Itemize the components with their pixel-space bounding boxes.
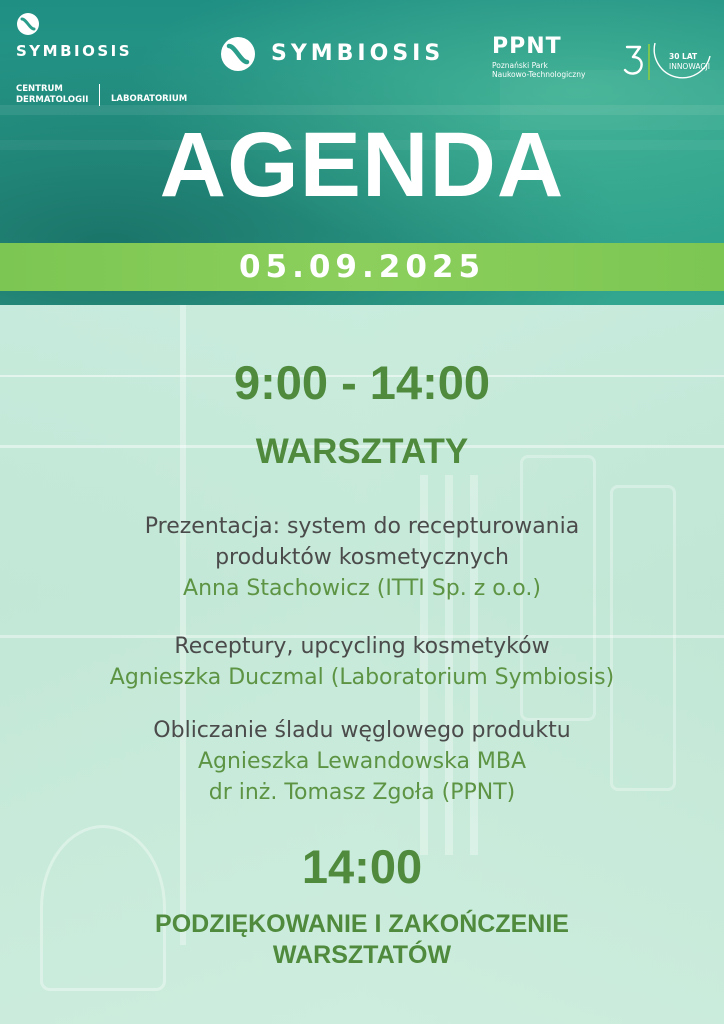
logo-subtitle-line: CENTRUM xyxy=(16,84,63,94)
ppnt-logo xyxy=(492,36,585,79)
block-section-title xyxy=(0,909,724,971)
page-title: AGENDA xyxy=(159,114,565,216)
block-time: 9:00 - 14:00 xyxy=(233,356,491,409)
agenda-item xyxy=(0,511,724,604)
ppnt-description xyxy=(492,61,585,79)
thirty-years-icon xyxy=(622,38,722,84)
symbiosis-logo-icon xyxy=(16,12,40,36)
date-banner xyxy=(0,243,724,291)
ppnt-description-line: Naukowo-Technologiczny xyxy=(492,70,586,79)
ppnt-wordmark: PPNT xyxy=(492,34,562,59)
agenda-item-speaker: dr inż. Tomasz Zgoła (PPNT) xyxy=(208,780,516,805)
logo-wordmark: SYMBIOSIS xyxy=(271,41,445,66)
agenda-item-topic: produktów kosmetycznych xyxy=(215,545,509,570)
block-time: 14:00 xyxy=(301,840,423,893)
agenda-item-speaker: Agnieszka Lewandowska MBA xyxy=(197,749,527,774)
closing-line: PODZIĘKOWANIE I ZAKOŃCZENIE xyxy=(155,910,569,938)
agenda-item xyxy=(0,715,724,808)
symbiosis-logo-small xyxy=(16,12,133,60)
header-banner xyxy=(0,0,724,305)
anniversary-line: INNOWACJI xyxy=(669,62,711,71)
agenda-item-topic: Obliczanie śladu węglowego produktu xyxy=(153,718,571,743)
agenda-item-speaker: Agnieszka Duczmal (Laboratorium Symbiosis) xyxy=(109,665,615,690)
anniversary-logo xyxy=(622,38,722,84)
logo-divider xyxy=(99,84,100,106)
event-date: 05.09.2025 xyxy=(238,249,486,285)
ppnt-description-line: Poznański Park xyxy=(492,61,548,70)
agenda-item-topic: Receptury, upcycling kosmetyków xyxy=(174,634,550,659)
closing-line: WARSZTATÓW xyxy=(272,941,452,969)
logo-subtitle-left xyxy=(16,84,88,106)
logo-subtitle-line: DERMATOLOGII xyxy=(16,95,89,105)
symbiosis-logo-icon xyxy=(219,35,257,73)
agenda-item xyxy=(0,631,724,693)
logo-subtitle-right: LABORATORIUM xyxy=(111,94,188,104)
logo-wordmark: SYMBIOSIS xyxy=(16,42,133,60)
block-section-title: WARSZTATY xyxy=(255,432,469,471)
agenda-item-speaker: Anna Stachowicz (ITTI Sp. z o.o.) xyxy=(183,576,541,601)
anniversary-line: 30 LAT xyxy=(669,52,698,61)
agenda-item-topic: Prezentacja: system do recepturowania xyxy=(144,514,580,539)
